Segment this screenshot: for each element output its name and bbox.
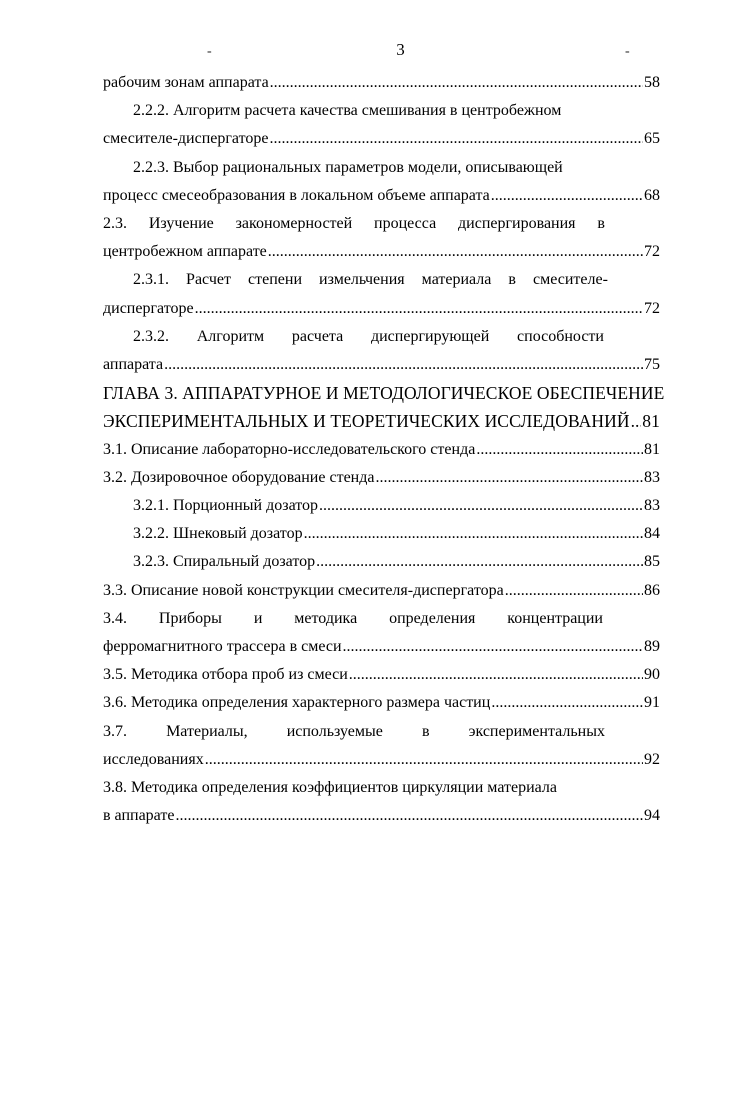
toc-page-number: 91 bbox=[644, 694, 660, 712]
dot-leader bbox=[195, 296, 643, 322]
dot-leader bbox=[349, 662, 643, 688]
toc-line bbox=[0, 437, 733, 463]
toc-word: смесителе- bbox=[533, 271, 608, 289]
dot-leader bbox=[491, 690, 643, 716]
toc-line bbox=[0, 70, 733, 96]
toc-line bbox=[0, 578, 733, 604]
toc-entry-title: 3.1. Описание лабораторно-исследовательского стенда bbox=[103, 440, 476, 458]
toc-word: используемые bbox=[286, 722, 383, 740]
toc-word: методика bbox=[294, 609, 358, 627]
toc-line bbox=[0, 324, 733, 350]
toc-page-number: 68 bbox=[644, 186, 660, 204]
toc-page-number: 90 bbox=[644, 666, 660, 684]
toc-line bbox=[0, 211, 733, 237]
toc-line bbox=[0, 775, 733, 801]
toc-word: концентрации bbox=[507, 609, 603, 627]
toc-word: закономерностей bbox=[235, 215, 353, 232]
scan-mark-right: - bbox=[625, 44, 630, 59]
toc-entry-title: 2.2.3. Выбор рациональных параметров модели, описывающей bbox=[133, 158, 563, 176]
toc-word: 3.7. bbox=[103, 722, 127, 740]
dot-leader bbox=[319, 493, 643, 519]
toc-line bbox=[0, 296, 733, 322]
toc-entry-title: 3.2.1. Порционный дозатор bbox=[133, 497, 319, 514]
toc-word: 2.3. bbox=[103, 215, 127, 232]
toc-line bbox=[0, 98, 733, 124]
toc-word: в bbox=[508, 271, 516, 289]
toc-page-number: 89 bbox=[644, 638, 660, 655]
toc-entry-title: 3.6. Методика определения характерного размера частиц bbox=[103, 694, 491, 712]
toc-entry-title: 3.5. Методика отбора проб из смеси bbox=[103, 666, 348, 684]
toc-page-number: 75 bbox=[644, 356, 660, 373]
dot-leader bbox=[205, 747, 643, 773]
toc-word: 2.3.1. bbox=[133, 271, 169, 289]
toc-entry-title: в аппарате bbox=[103, 807, 175, 825]
toc-word: Расчет bbox=[186, 271, 231, 289]
dot-leader bbox=[175, 803, 643, 829]
dot-leader bbox=[270, 126, 644, 152]
dot-leader bbox=[316, 549, 643, 575]
toc-page-number: 85 bbox=[644, 553, 660, 571]
toc-word: и bbox=[253, 609, 263, 627]
toc-page-number: 92 bbox=[644, 750, 660, 768]
toc-word: экспериментальных bbox=[468, 722, 605, 740]
toc-page-number: 84 bbox=[644, 525, 660, 543]
dot-leader bbox=[164, 352, 643, 378]
toc-entry-title: смесителе-диспергаторе bbox=[103, 130, 269, 148]
toc-entry-title: 3.2.3. Спиральный дозатор bbox=[133, 553, 316, 571]
toc-entry-title: процесс смесеобразования в локальном объеме аппарата bbox=[103, 186, 490, 204]
toc-entry-title: ферромагнитного трассера в смеси bbox=[103, 638, 342, 655]
toc-line bbox=[0, 747, 733, 773]
toc-word: 3.4. bbox=[103, 609, 127, 627]
toc-page-number: 83 bbox=[644, 468, 660, 486]
toc-page-number: 94 bbox=[644, 807, 660, 825]
toc-entry-title: рабочим зонам аппарата bbox=[103, 74, 269, 91]
dot-leader bbox=[343, 634, 643, 660]
toc-word: 2.3.2. bbox=[133, 327, 169, 345]
toc-word: диспергирования bbox=[458, 215, 576, 232]
toc-word: диспергирующей bbox=[370, 327, 490, 345]
toc-line bbox=[0, 155, 733, 181]
toc-word: Материалы, bbox=[166, 722, 248, 740]
toc-entry-title: 3.2.2. Шнековый дозатор bbox=[133, 525, 303, 543]
toc-line bbox=[0, 719, 733, 745]
toc-word: в bbox=[421, 722, 430, 740]
toc-entry-title: ГЛАВА 3. АППАРАТУРНОЕ И МЕТОДОЛОГИЧЕСКОЕ ОБЕСПЕЧЕНИЕ bbox=[103, 383, 665, 404]
toc-line bbox=[0, 662, 733, 688]
toc-entry-title: аппарата bbox=[103, 356, 164, 373]
dot-leader bbox=[375, 465, 643, 491]
toc-line bbox=[0, 465, 733, 491]
toc-line bbox=[0, 183, 733, 209]
toc-line bbox=[0, 267, 733, 293]
toc-entry-title: 3.3. Описание новой конструкции смесителя-диспергатора bbox=[103, 581, 504, 599]
toc-entry-title: ЭКСПЕРИМЕНТАЛЬНЫХ И ТЕОРЕТИЧЕСКИХ ИССЛЕДОВАНИЙ bbox=[103, 411, 630, 432]
toc-word: в bbox=[597, 215, 605, 232]
toc-line bbox=[0, 239, 733, 265]
toc-line bbox=[0, 634, 733, 660]
toc-entry-title: 2.2.2. Алгоритм расчета качества смешивания в центробежном bbox=[133, 102, 562, 120]
toc-line bbox=[0, 521, 733, 547]
toc-page-number: 81 bbox=[642, 411, 660, 432]
dot-leader bbox=[505, 578, 643, 604]
toc-word: материала bbox=[421, 271, 492, 289]
toc-line bbox=[0, 690, 733, 716]
page-number: 3 bbox=[396, 40, 405, 59]
toc-page-number: 83 bbox=[644, 497, 660, 514]
toc-word: Алгоритм bbox=[196, 327, 265, 345]
scan-mark-left: - bbox=[207, 44, 212, 59]
toc-line bbox=[0, 549, 733, 575]
toc-line bbox=[0, 606, 733, 632]
toc-word: Приборы bbox=[158, 609, 222, 627]
toc-word: определения bbox=[389, 609, 476, 627]
toc-page-number: 81 bbox=[644, 440, 660, 458]
toc-word: измельчения bbox=[319, 271, 405, 289]
toc-line bbox=[0, 380, 733, 406]
toc-line bbox=[0, 408, 733, 434]
toc-line bbox=[0, 126, 733, 152]
dot-leader bbox=[270, 70, 643, 96]
toc-entry-title: 3.8. Методика определения коэффициентов циркуляции материала bbox=[103, 779, 557, 796]
toc-line bbox=[0, 493, 733, 519]
dot-leader bbox=[631, 408, 642, 434]
dot-leader bbox=[304, 521, 643, 547]
toc-page-number: 58 bbox=[644, 74, 660, 91]
toc-word: степени bbox=[248, 271, 302, 289]
toc-page-number: 65 bbox=[644, 130, 660, 148]
dot-leader bbox=[491, 183, 643, 209]
toc-page-number: 86 bbox=[644, 581, 660, 599]
toc-line bbox=[0, 803, 733, 829]
toc-entry-title: диспергаторе bbox=[103, 299, 194, 317]
toc-word: расчета bbox=[291, 327, 344, 345]
toc-word: процесса bbox=[374, 215, 437, 232]
toc-entry-title: исследованиях bbox=[103, 750, 204, 768]
toc-line bbox=[0, 352, 733, 378]
toc-page-number: 72 bbox=[644, 243, 660, 261]
toc-entry-title: центробежном аппарате bbox=[103, 243, 267, 261]
toc-entry-title: 3.2. Дозировочное оборудование стенда bbox=[103, 468, 375, 486]
toc-word: способности bbox=[517, 327, 604, 345]
dot-leader bbox=[476, 437, 643, 463]
toc-page-number: 72 bbox=[644, 299, 660, 317]
dot-leader bbox=[268, 239, 643, 265]
toc-word: Изучение bbox=[148, 215, 214, 232]
